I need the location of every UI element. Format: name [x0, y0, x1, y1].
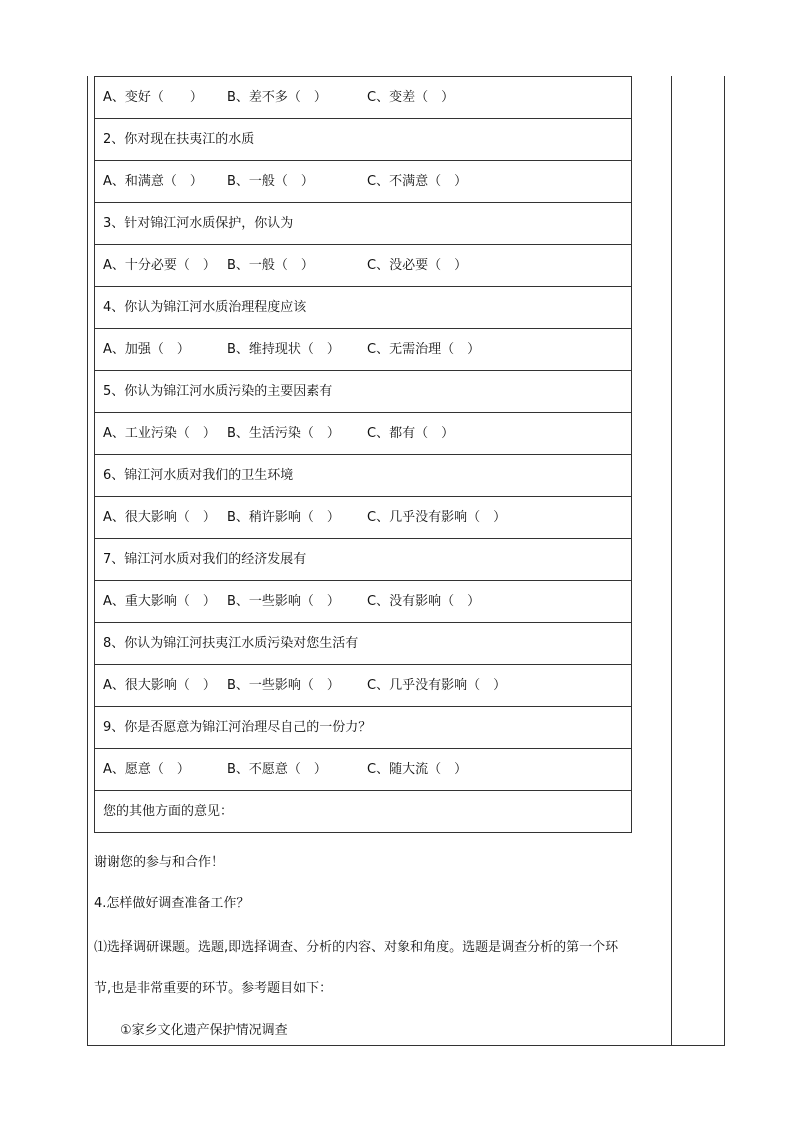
option-a: A、很大影响（ ）	[103, 510, 216, 525]
question-row	[95, 707, 632, 749]
option-c: C、都有（ ）	[367, 426, 455, 441]
question-cell: 3、针对锦江河水质保护，你认为	[95, 203, 632, 245]
question-row	[95, 287, 632, 329]
question-row	[95, 455, 632, 497]
option-a: A、很大影响（ ）	[103, 678, 216, 693]
options-row	[95, 581, 632, 623]
options-row	[95, 413, 632, 455]
option-b: B、维持现状（ ）	[227, 342, 340, 357]
option-a: A、变好（ ）	[103, 90, 203, 105]
question-cell: 8、你认为锦江河扶夷江水质污染对您生活有	[95, 623, 632, 665]
option-a: A、重大影响（ ）	[103, 594, 216, 609]
thanks-text: 谢谢您的参与和合作！	[94, 855, 225, 870]
option-c: C、无需治理（ ）	[367, 342, 481, 357]
option-a: A、加强（ ）	[103, 342, 190, 357]
options-cell	[95, 161, 632, 203]
paragraph-line-2: 节,也是非常重要的环节。参考题目如下：	[94, 981, 333, 996]
survey-table	[94, 76, 632, 833]
question-cell: 9、你是否愿意为锦江河治理尽自己的一份力？	[95, 707, 632, 749]
options-row	[95, 749, 632, 791]
question-cell: 4、你认为锦江河水质治理程度应该	[95, 287, 632, 329]
option-b: B、一般（ ）	[227, 174, 314, 189]
question-row	[95, 119, 632, 161]
option-c: C、变差（ ）	[367, 90, 455, 105]
paragraph-line-1: ⑴选择调研课题。选题,即选择调查、分析的内容、对象和角度。选题是调查分析的第一个环	[94, 940, 619, 955]
options-cell	[95, 329, 632, 371]
question-cell: 7、锦江河水质对我们的经济发展有	[95, 539, 632, 581]
question-row	[95, 371, 632, 413]
option-c: C、随大流（ ）	[367, 762, 468, 777]
question-row	[95, 539, 632, 581]
options-cell	[95, 413, 632, 455]
option-b: B、生活污染（ ）	[227, 426, 340, 441]
list-item: ①家乡文化遗产保护情况调查	[120, 1023, 288, 1038]
option-b: B、稍许影响（ ）	[227, 510, 340, 525]
options-cell	[95, 749, 632, 791]
option-c: C、没有影响（ ）	[367, 594, 481, 609]
option-a: A、愿意（ ）	[103, 762, 190, 777]
option-c: C、几乎没有影响（ ）	[367, 510, 507, 525]
options-row	[95, 245, 632, 287]
options-row	[95, 161, 632, 203]
options-cell	[95, 497, 632, 539]
question-row	[95, 203, 632, 245]
question-row	[95, 791, 632, 833]
section-heading: 4.怎样做好调查准备工作？	[94, 896, 250, 911]
question-cell: 6、锦江河水质对我们的卫生环境	[95, 455, 632, 497]
options-cell	[95, 77, 632, 119]
options-row	[95, 77, 632, 119]
option-b: B、一些影响（ ）	[227, 594, 340, 609]
option-a: A、和满意（ ）	[103, 174, 203, 189]
options-cell	[95, 581, 632, 623]
option-b: B、一般（ ）	[227, 258, 314, 273]
option-c: C、没必要（ ）	[367, 258, 468, 273]
options-row	[95, 329, 632, 371]
option-b: B、差不多（ ）	[227, 90, 327, 105]
option-a: A、工业污染（ ）	[103, 426, 216, 441]
question-cell: 您的其他方面的意见：	[95, 791, 632, 833]
options-cell	[95, 245, 632, 287]
option-a: A、十分必要（ ）	[103, 258, 216, 273]
option-c: C、不满意（ ）	[367, 174, 468, 189]
option-b: B、一些影响（ ）	[227, 678, 340, 693]
options-row	[95, 665, 632, 707]
options-cell	[95, 665, 632, 707]
question-cell: 2、你对现在扶夷江的水质	[95, 119, 632, 161]
option-c: C、几乎没有影响（ ）	[367, 678, 507, 693]
question-row	[95, 623, 632, 665]
right-column-divider	[671, 76, 672, 1046]
options-row	[95, 497, 632, 539]
question-cell: 5、你认为锦江河水质污染的主要因素有	[95, 371, 632, 413]
option-b: B、不愿意（ ）	[227, 762, 327, 777]
